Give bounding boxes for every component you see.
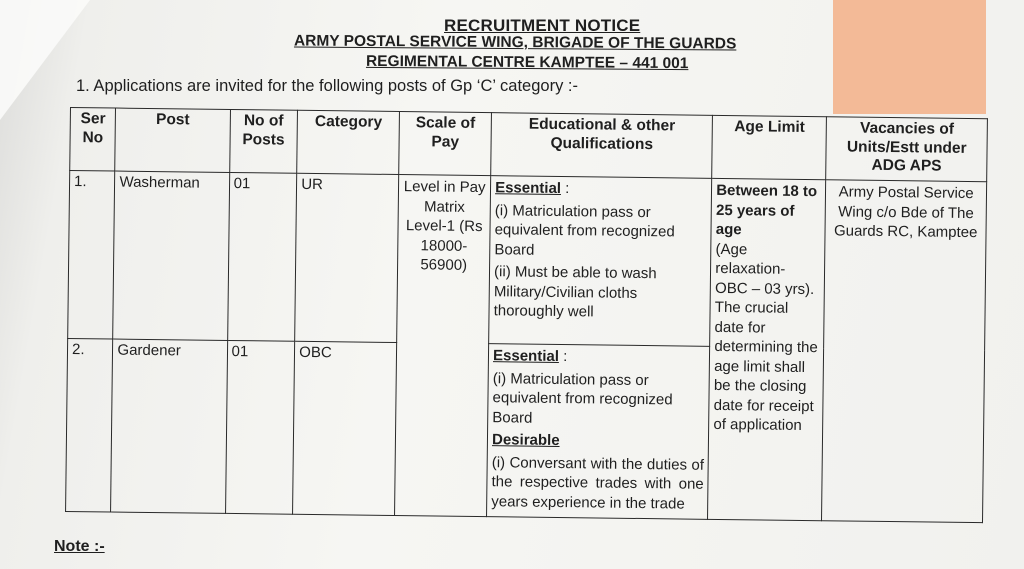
header-vacancies: Vacancies of Units/Estt under ADG APS: [826, 117, 987, 182]
table-row: [68, 171, 987, 350]
page-fold: [0, 0, 90, 120]
age-range: Between 18 to 25 years of age: [715, 181, 818, 239]
header-no-of-posts: No of Posts: [229, 109, 297, 173]
row-no-of-posts: 01: [227, 172, 297, 341]
row-post: Gardener: [111, 339, 227, 513]
desirable-label: Desirable: [491, 431, 560, 450]
qualification-item: (i) Conversant with the duties of the respective trades with one years experience in the trade: [491, 453, 705, 513]
age-relaxation-text: (Age relaxation- OBC – 03 yrs). The crucial date for determining the age limit shall be the closing date for receipt of application: [713, 240, 818, 434]
header-post: Post: [115, 108, 230, 172]
row-ser: 2.: [66, 338, 114, 512]
header-scale-of-pay: Scale of Pay: [399, 112, 492, 176]
qualifications-cell: Essential : (i) Matriculation pass or equivalent from recognized Board (ii) Must be able to wash Military/Civilian cloths thoroughly well: [489, 176, 712, 347]
age-limit-cell: [708, 178, 826, 520]
note-heading: Note :-: [54, 538, 105, 555]
row-no-of-posts: 01: [225, 340, 295, 514]
row-ser: 1.: [68, 171, 115, 340]
address-line: REGIMENTAL CENTRE KAMPTEE – 441 001: [365, 52, 689, 73]
organization-line: ARMY POSTAL SERVICE WING, BRIGADE OF THE GUARDS: [293, 32, 737, 53]
row-post: Washerman: [113, 171, 229, 340]
table-header-row: [70, 108, 988, 182]
recruitment-table: [65, 107, 988, 523]
header-qualifications: Educational & other Qualifications: [491, 113, 713, 179]
essential-label: Essential: [492, 347, 560, 365]
header-category: Category: [297, 110, 400, 174]
header-age-limit: Age Limit: [712, 115, 827, 179]
row-category: UR: [295, 173, 399, 342]
essential-label: Essential: [495, 179, 562, 198]
qualification-item: (i) Matriculation pass or equivalent from recognized Board: [494, 201, 675, 259]
row-category: OBC: [293, 341, 397, 515]
qualification-item: (i) Matriculation pass or equivalent from recognized Board: [492, 369, 673, 427]
qualifications-cell: Essential : (i) Matriculation pass or equivalent from recognized Board Desirable (i) Conversant with the duties of the respective trades with one years experience in the trade: [487, 344, 710, 520]
header-ser-no: Ser No: [70, 108, 116, 172]
sticky-note: [833, 0, 986, 114]
vacancies-cell: Army Postal Service Wing c/o Bde of The Guards RC, Kamptee: [822, 180, 987, 523]
scale-of-pay-cell: Level in Pay Matrix Level-1 (Rs 18000-56900): [395, 175, 491, 517]
qualification-item: (ii) Must be able to wash Military/Civilian cloths thoroughly well: [493, 263, 657, 321]
intro-paragraph: 1. Applications are invited for the following posts of Gp ‘C’ category :-: [76, 77, 578, 95]
notice-title: RECRUITMENT NOTICE: [444, 16, 641, 35]
